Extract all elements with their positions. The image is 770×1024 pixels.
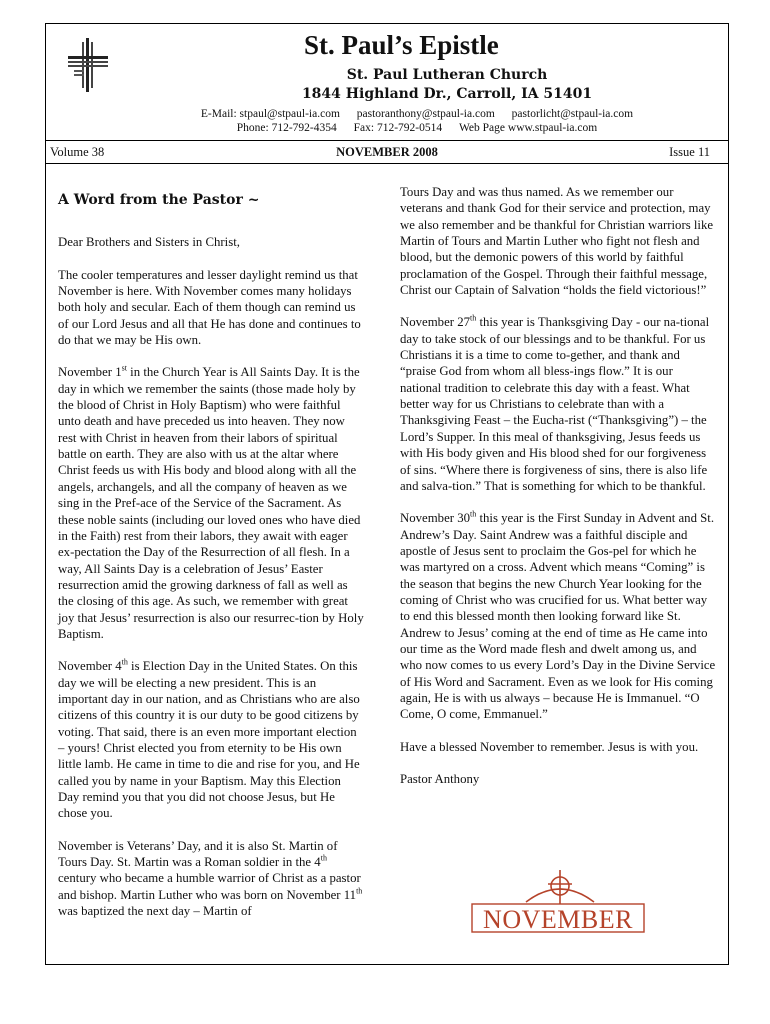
paragraph-1: The cooler temperatures and lesser daylight remind us that November is here. With November comes many holidays both holy and secular. Each of them though can remind us of our Lord Jesus and all that He has done and continues to do that we may be His own.: [58, 267, 361, 348]
paragraph-thanksgiving: November 27th this year is Thanksgiving Day - our na-tional day to take stock of our blessings and to be thankful. For us Christians it is a time to come to-gether, and thank and “praise God from whom all bless-ings flow.” It is our national tradition to celebrate this day with a feast. What better way for us Christians to celebrate than with a Thanksgiving Feast – the Eucha-rist (“Thanksgiving”) – the Lord’s Supper. In this meal of thanksgiving, Jesus feeds us with His body given and His blood shed for our forgiveness of sins. “Where there is forgiveness of sins, there is also life and salva-tion.” That is something for which to be thankful.: [400, 314, 710, 493]
greeting: Dear Brothers and Sisters in Christ,: [58, 235, 240, 250]
contact-line-2: [106, 122, 728, 134]
email-main[interactable]: E-Mail: stpaul@stpaul-ia.com: [200, 108, 340, 120]
newsletter-page: [45, 23, 729, 965]
masthead: [46, 30, 728, 134]
issue-month: NOVEMBER 2008: [336, 145, 438, 159]
paragraph-martin: Tours Day and was thus named. As we remember our veterans and thank God for their service and protection, may we also remember and be thankful for Christian warriors like Martin of Tours and Martin Luther who fight not flesh and blood, but the demonic powers of this world by faithful proclamation of the Gospel. Through their faithful message, Christ our Captain of Salvation “holds the field victorious!”: [400, 185, 714, 298]
issue-bar: [46, 140, 728, 164]
newsletter-title: St. Paul’s Epistle: [304, 30, 499, 60]
contact-line-1: [106, 108, 728, 120]
november-graphic: [470, 866, 646, 934]
phone: Phone: 712-792-4354: [236, 122, 337, 134]
paragraph-closing: Have a blessed November to remember. Jesus is with you.: [400, 739, 699, 754]
volume-label: Volume 38: [50, 145, 105, 159]
paragraph-election: November 4th is Election Day in the United States. On this day we will be electing a new president. This is an important day in our nation, and as Christians who are also citizens of this country it is our duty to be good citizens by voting. That said, there is an even more important election – yours! Christ elected you from eternity to be His own little lamb. He came in time to die and rise for you, and He called you by name in your Baptism. May this Election Day remind you that you did not choose Jesus, but He chose you.: [58, 657, 360, 821]
issue-number: Issue 11: [669, 145, 710, 159]
paragraph-advent: November 30th this year is the First Sunday in Advent and St. Andrew’s Day. Saint Andrew was a faithful disciple and apostle of Jesus sent to proclaim the Gos-pel for which he was martyred on a cross. Advent which means “Coming” is the season that begins the new Church Year looking for the coming of Christ who was crucified for us. What better way to end this blessed month then looking forward like St. Andrew to Jesus’ coming at the end of time as He came into our time as the Word made flesh and dwelt among us, and who now comes to us every Lord’s Day in the Divine Service of His Word and Sacrament. Even as we look for His coming again, He is with us always – because He is Immanuel. “O Come, O come, Emmanuel.”: [400, 509, 716, 722]
email-pastor-anthony[interactable]: pastoranthony@stpaul-ia.com: [356, 108, 495, 120]
signature: Pastor Anthony: [400, 772, 480, 786]
article-heading: A Word from the Pastor ~: [58, 192, 260, 208]
fax: Fax: 712-792-0514: [353, 122, 443, 134]
left-column: [58, 182, 364, 935]
web-page[interactable]: Web Page www.stpaul-ia.com: [459, 122, 598, 134]
email-pastor-licht[interactable]: pastorlicht@stpaul-ia.com: [511, 108, 634, 120]
paragraph-veterans: November is Veterans’ Day, and it is also St. Martin of Tours Day. St. Martin was a Roman soldier in the 4th century who became a humble warrior of Christ as a pastor and bishop. Martin Luther who was born on November 11th was baptized the next day – Martin of: [58, 838, 363, 919]
right-column: [400, 184, 716, 803]
paragraph-all-saints: November 1st in the Church Year is All Saints Day. It is the day in which we remember the saints (those made holy by the blood of Christ in Holy Baptism) who were faithful unto death and have preceded us into heaven. They now rest with Christ in heaven from their labors of spiritual battle on earth. They are also with us at the altar where Christ feeds us with His body and blood along with all the angels, archangels, and all the company of heaven as we sing in the Pref-ace of the Service of the Sacrament. As these noble saints (including our loved ones who have died in the Faith) rest from their labors, they await with eager ex-pectation the Day of the Resurrection of all flesh. In a way, All Saints Day is a celebration of Jesus’ Easter resurrection amid the growing darkness of fall as well as the closing of this age. As such, we remember with great joy that Jesus’ resurrection is also our resurrec-tion by Holy Baptism.: [58, 364, 364, 641]
november-label: NOVEMBER: [483, 905, 633, 934]
church-address: 1844 Highland Dr., Carroll, IA 51401: [301, 86, 593, 102]
church-name: St. Paul Lutheran Church: [346, 67, 548, 83]
celtic-cross-icon: [526, 870, 594, 904]
